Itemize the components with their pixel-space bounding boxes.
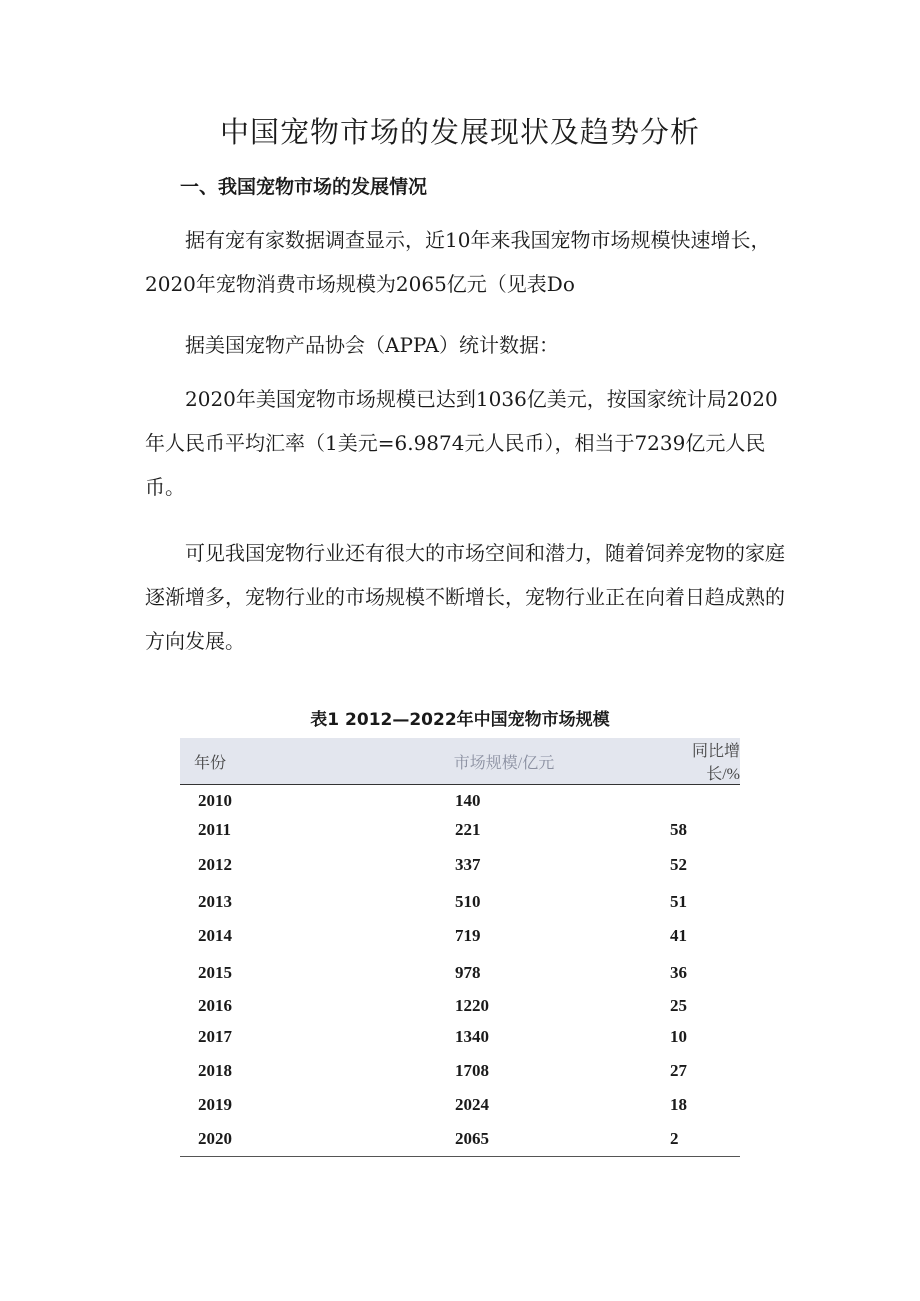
market-size-cell: 2065 [455,1128,489,1148]
table-row [180,817,740,844]
table-row [180,1122,740,1157]
growth-cell: 2 [670,1128,679,1148]
market-size-cell: 510 [455,892,481,911]
market-size-cell: 1708 [455,1060,489,1080]
growth-cell: 27 [670,1060,687,1080]
year-cell: 2011 [198,820,232,839]
table-row [180,1054,740,1088]
table-row [180,1020,740,1054]
header-year: 年份 [194,754,227,772]
table-row [180,953,740,993]
year-cell: 2016 [198,996,232,1015]
paragraph-1: 据有宠有家数据调查显示，近10年来我国宠物市场规模快速增长，2020年宠物消费市场规模为2065亿元（见表Do [145,228,771,296]
market-size-cell: 978 [455,962,481,982]
paragraph-2: 据美国宠物产品协会（APPA）统计数据： [185,333,559,357]
table-header-row [180,738,740,785]
paragraph-3: 2020年美国宠物市场规模已达到1036亿美元，按国家统计局2020年人民币平均汇率（1美元=6.9874元人民币），相当于7239亿元人民币。 [145,387,778,499]
year-cell: 2010 [198,790,232,810]
year-cell: 2012 [198,854,232,874]
section-heading: 一、我国宠物市场的发展情况 [180,176,428,198]
market-size-table [180,738,740,1157]
document-title: 中国宠物市场的发展现状及趋势分析 [219,115,700,149]
growth-cell: 41 [670,925,687,945]
year-cell: 2020 [198,1128,232,1148]
growth-cell: 18 [670,1094,687,1114]
year-cell: 2018 [198,1060,232,1080]
table-row [180,1088,740,1122]
growth-cell: 10 [670,1026,687,1046]
year-cell: 2013 [198,892,232,911]
table-row [180,886,740,919]
table-row [180,844,740,886]
market-size-cell: 221 [455,820,481,839]
paragraph-4: 可见我国宠物行业还有很大的市场空间和潜力，随着饲养宠物的家庭逐渐增多，宠物行业的市场规模不断增长，宠物行业正在向着日趋成熟的方向发展。 [145,541,785,653]
growth-cell [670,785,740,817]
table-body [180,785,740,1157]
year-cell: 2014 [198,925,232,945]
header-market-size: 市场规模/亿元 [453,754,555,772]
year-cell: 2017 [198,1026,232,1046]
table-caption: 表1 2012—2022年中国宠物市场规模 [310,710,610,730]
table-row [180,993,740,1020]
growth-cell: 51 [670,892,687,911]
year-cell: 2019 [198,1094,232,1114]
growth-cell: 58 [670,820,687,839]
market-size-cell: 1220 [455,996,489,1015]
market-size-cell: 1340 [455,1026,489,1046]
table-row [180,785,740,817]
table-row [180,919,740,953]
growth-cell: 52 [670,854,687,874]
growth-cell: 36 [670,962,687,982]
growth-cell: 25 [670,996,687,1015]
market-size-cell: 140 [455,790,481,810]
year-cell: 2015 [198,962,232,982]
header-growth: 同比增长/% [691,743,740,783]
market-size-cell: 337 [455,854,481,874]
market-size-cell: 719 [455,925,481,945]
market-size-cell: 2024 [455,1094,489,1114]
